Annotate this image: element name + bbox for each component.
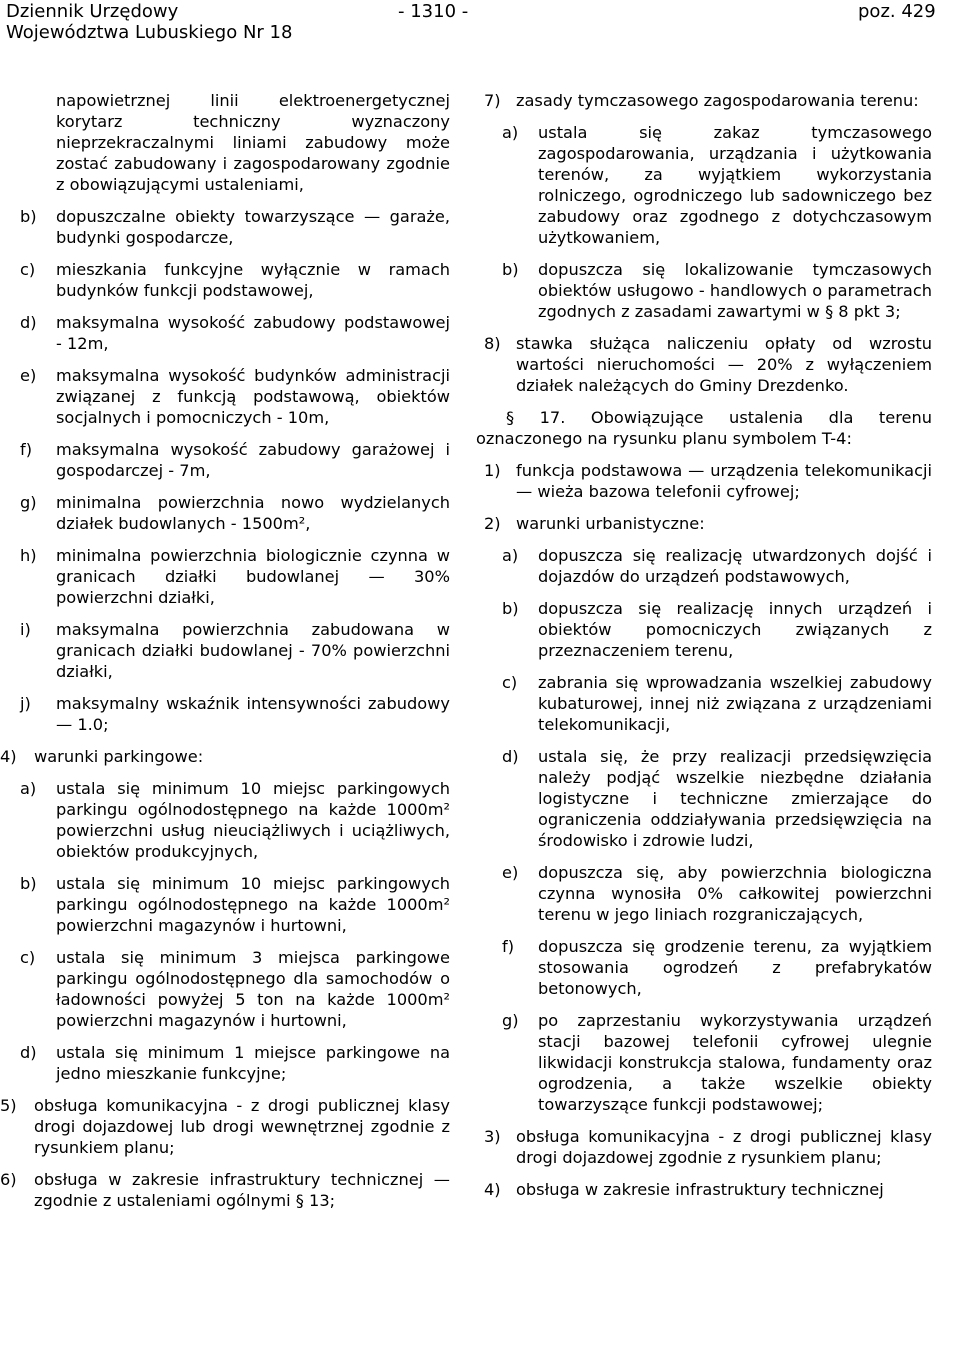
list-item: d) maksymalna wysokość zabudowy podstawowej - 12m, <box>20 313 450 353</box>
list-item: i) maksymalna powierzchnia zabudowana w granicach działki budowlanej - 70% powierzchni działki, <box>20 620 450 681</box>
journal-title: Dziennik Urzędowy <box>6 1 179 22</box>
list-item: h) minimalna powierzchnia biologicznie czynna w granicach działki budowlanej — 30% powierzchni działki, <box>20 546 450 607</box>
list-item: j) maksymalny wskaźnik intensywności zabudowy — 1.0; <box>20 694 450 734</box>
list-item: f) dopuszcza się grodzenie terenu, za wyjątkiem stosowania ogrodzeń z prefabrykatów betonowych, <box>502 937 932 998</box>
list-item: d) ustala się, że przy realizacji przedsięwzięcia należy podjąć wszelkie niezbędne działania logistyczne i techniczne zmierzające do ograniczenia oddziaływania przedsięwzięcia na środowisko i zdrowie ludzi, <box>502 747 932 850</box>
list-item: b) dopuszcza się realizację innych urządzeń i obiektów pomocniczych związanych z przeznaczeniem terenu, <box>502 599 932 660</box>
list-item: b) dopuszczalne obiekty towarzyszące — garaże, budynki gospodarcze, <box>20 207 450 247</box>
list-item: b) ustala się minimum 10 miejsc parkingowych parkingu ogólnodostępnego na każde 1000m² powierzchni magazynów i hurtowni, <box>20 874 450 935</box>
list-item: a) ustala się minimum 10 miejsc parkingowych parkingu ogólnodostępnego na każde 1000m² powierzchni usług nieuciążliwych i uciążliwych, obiektów produkcyjnych, <box>20 779 450 861</box>
right-column <box>476 90 960 1211</box>
position-number: poz. 429 <box>858 1 936 22</box>
list-item: a) dopuszcza się realizację utwardzonych dojść i dojazdów do urządzeń podstawowych, <box>502 546 932 586</box>
list-item: g) po zaprzestaniu wykorzystywania urządzeń stacji bazowej telefonii cyfrowej ulegnie likwidacji konstrukcja stalowa, fundamenty oraz ogrodzenia, a także wszelkie obiekty towarzyszące funkcji podstawowej; <box>502 1011 932 1114</box>
section-parking: 4) warunki parkingowe: <box>0 747 204 766</box>
intro-paragraph: napowietrznej linii elektroenergetycznej korytarz techniczny wyznaczony nieprzekraczalnymi liniami zabudowy może zostać zabudowany i zagospodarowany zgodnie z obowiązującymi ustaleniami, <box>56 91 450 194</box>
section-transport: 5) obsługa komunikacyjna - z drogi publicznej klasy drogi dojazdowej lub drogi wewnętrznej zgodnie z rysunkiem planu; <box>0 1096 450 1157</box>
journal-issue: Województwa Lubuskiego Nr 18 <box>6 22 293 43</box>
section-fee-rate: 8) stawka służąca naliczeniu opłaty od wzrostu wartości nieruchomości — 20% z wyłączeniem działek należących do Gminy Drezdenko. <box>484 334 932 395</box>
list-item: a) ustala się zakaz tymczasowego zagospodarowania, urządzania i użytkowania terenów, za wyjątkiem wykorzystania rolniczego, ogrodniczego lub sadowniczego bez zabudowy oraz zgodnego z dotychczasowym użytkowaniem, <box>502 123 932 247</box>
section-transport: 3) obsługa komunikacyjna - z drogi publicznej klasy drogi dojazdowej zgodnie z rysunkiem planu; <box>484 1127 932 1167</box>
section-temporary-use: 7) zasady tymczasowego zagospodarowania terenu: <box>484 91 919 110</box>
list-item: c) ustala się minimum 3 miejsca parkingowe parkingu ogólnodostępnego dla samochodów o ładowności powyżej 5 ton na każde 1000m² powierzchni magazynów i hurtowni, <box>20 948 450 1030</box>
section-urban-conditions: 2) warunki urbanistyczne: <box>484 514 705 533</box>
list-item: b) dopuszcza się lokalizowanie tymczasowych obiektów usługowo - handlowych o parametrach zgodnych z zasadami zawartymi w § 8 pkt 3; <box>502 260 932 321</box>
section-infrastructure: 4) obsługa w zakresie infrastruktury technicznej <box>484 1180 884 1199</box>
left-column <box>0 90 458 1222</box>
list-item: d) ustala się minimum 1 miejsce parkingowe na jedno mieszkanie funkcyjne; <box>20 1043 450 1083</box>
paragraph-17: § 17. Obowiązujące ustalenia dla terenu oznaczonego na rysunku planu symbolem T-4: <box>476 408 932 448</box>
list-item: g) minimalna powierzchnia nowo wydzielanych działek budowlanych - 1500m², <box>20 493 450 533</box>
list-item: c) mieszkania funkcyjne wyłącznie w ramach budynków funkcji podstawowej, <box>20 260 450 300</box>
section-main-function: 1) funkcja podstawowa — urządzenia telekomunikacji — wieża bazowa telefonii cyfrowej; <box>484 461 932 501</box>
page-number: - 1310 - <box>398 1 469 22</box>
list-item: c) zabrania się wprowadzania wszelkiej zabudowy kubaturowej, innej niż związana z urządzeniami telekomunikacji, <box>502 673 932 734</box>
list-item: e) maksymalna wysokość budynków administracji związanej z funkcją podstawową, obiektów socjalnych i pomocniczych - 10m, <box>20 366 450 427</box>
list-item: e) dopuszcza się, aby powierzchnia biologiczna czynna wynosiła 0% całkowitej powierzchni terenu w jego liniach rozgraniczających, <box>502 863 932 924</box>
list-item: f) maksymalna wysokość zabudowy garażowej i gospodarczej - 7m, <box>20 440 450 480</box>
page-header <box>0 0 960 44</box>
section-infrastructure: 6) obsługa w zakresie infrastruktury technicznej — zgodnie z ustaleniami ogólnymi § 13; <box>0 1170 450 1210</box>
